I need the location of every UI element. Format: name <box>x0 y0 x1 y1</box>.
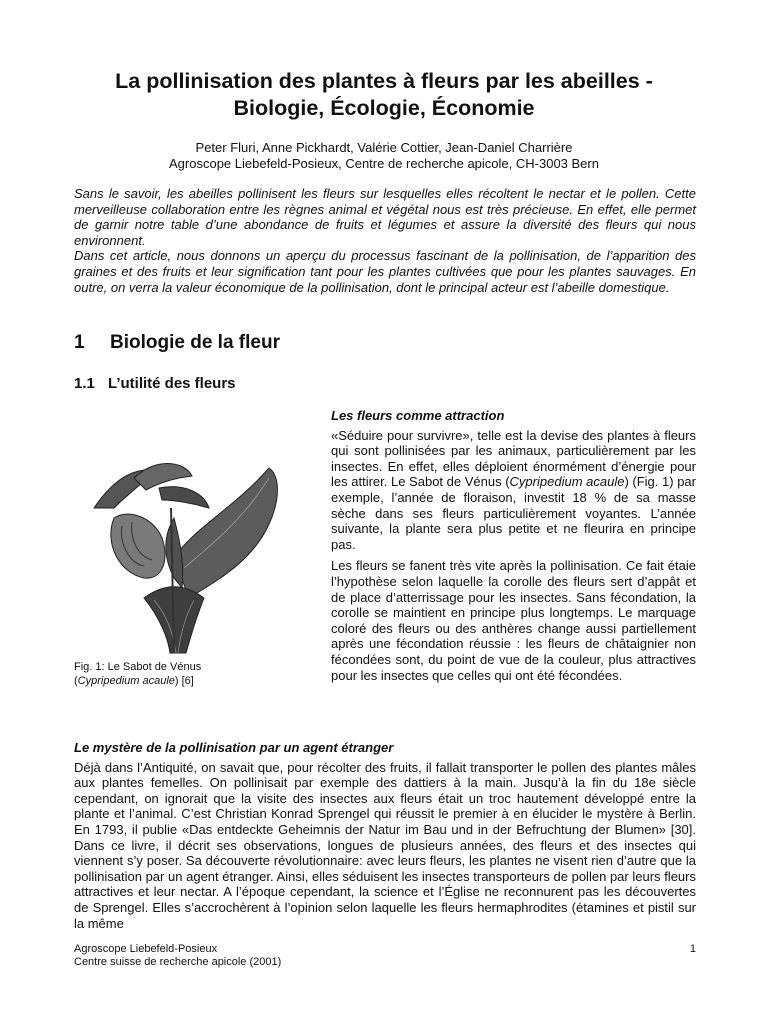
right-column <box>331 408 696 689</box>
document-title <box>60 68 708 122</box>
subsection-number: 1.1 <box>74 375 95 392</box>
footer-line-2: Centre suisse de recherche apicole (2001) <box>74 956 282 968</box>
block2 <box>74 740 696 931</box>
section-title: Biologie de la fleur <box>110 332 280 353</box>
subsection-title: L’utilité des fleurs <box>108 375 236 392</box>
block1-p1-species: Cypripedium acaule <box>509 474 625 490</box>
abstract <box>74 186 696 295</box>
figure-caption <box>74 660 304 688</box>
author-block <box>60 140 708 172</box>
title-line-2: Biologie, Écologie, Économie <box>233 96 535 120</box>
subsection-heading-1-1 <box>74 375 236 392</box>
caption-paren-open: ( <box>74 675 78 687</box>
authors: Peter Fluri, Anne Pickhardt, Valérie Cottier, Jean-Daniel Charrière <box>195 140 573 155</box>
caption-rest: ) [6] <box>174 675 194 687</box>
affiliation: Agroscope Liebefeld-Posieux, Centre de recherche apicole, CH-3003 Bern <box>169 156 599 171</box>
caption-line-2 <box>74 674 304 688</box>
block1-p1-b: ) (Fig. 1) par exemple, l’année de floraison, investit 18 % de sa masse sèche dans ses fleurs particulièrement voyantes. L’année suivante, la plante sera plus petite et ne fleurira en principe pas. <box>331 474 696 552</box>
block2-heading: Le mystère de la pollinisation par un agent étranger <box>74 740 394 755</box>
page-footer <box>74 943 696 969</box>
lady-slipper-illustration <box>74 448 304 658</box>
block1-p1-a: «Séduire pour survivre», telle est la devise des plantes à fleurs qui sont pollinisées par les animaux, particulièrement par les insectes. En effet, elles déploient énormément d’énergie pour les attirer. Le Sabot de Vénus ( <box>331 427 696 490</box>
section-number: 1 <box>74 332 85 353</box>
caption-line-1: Fig. 1: Le Sabot de Vénus <box>74 661 202 673</box>
footer-line-1: Agroscope Liebefeld-Posieux <box>74 943 218 955</box>
page-number: 1 <box>689 943 696 955</box>
block1-paragraph-1 <box>331 428 696 553</box>
section-heading-1 <box>74 332 280 354</box>
title-line-1: La pollinisation des plantes à fleurs par les abeilles - <box>115 69 653 93</box>
block2-body: Déjà dans l’Antiquité, on savait que, pour récolter des fruits, il fallait transporter le pollen des plantes mâles aux plantes femelles. On pollinisait par exemple des dattiers à la main. Jusqu’à la fin du 18e siècle cependant, on ignorait que la visite des insectes aux fleurs était un troc hautement développé entre la plante et l’animal. C’est Christian Konrad Sprengel qui réussit le premier à en élucider le mystère à Berlin. En 1793, il publie «Das entdeckte Geheimnis der Natur im Bau und in der Befruchtung der Blumen» [30]. Dans ce livre, il décrit ses observations, longues de plusieurs années, des fleurs et des insectes qui viennent s’y poser. Sa découverte révolutionnaire: avec leurs fleurs, les plantes ne visent rien d’autre que la pollinisation par un agent étranger. Ainsi, elles séduisent les insectes transporteurs de pollen par leurs fleurs attractives et leur nectar. A l’époque cependant, la science et l’Église ne reconnurent pas les découvertes de Sprengel. Elles s’accrochèrent à l’opinion selon laquelle les fleurs hermaphrodites (étamines et pistil sur la même <box>74 759 696 931</box>
abstract-paragraph-1: Sans le savoir, les abeilles pollinisent les fleurs sur lesquelles elles récoltent le nectar et le pollen. Cette merveilleuse collaboration entre les règnes animal et végétal nous est très précieuse. En effet, elle permet de garnir notre table d’une abondance de fruits et légumes et assure la diversité des fleurs qui nous environnent. <box>74 186 696 248</box>
block1-heading: Les fleurs comme attraction <box>331 408 505 423</box>
caption-species: Cypripedium acaule <box>77 675 175 687</box>
abstract-paragraph-2: Dans cet article, nous donnons un aperçu du processus fascinant de la pollinisation, de l’apparition des graines et des fruits et leur signification tant pour les plantes cultivées que pour les plantes sauvages. En outre, on verra la valeur économique de la pollinisation, dont le principal acteur est l’abeille domestique. <box>74 248 696 295</box>
block1-paragraph-2: Les fleurs se fanent très vite après la pollinisation. Ce fait étaie l’hypothèse selon laquelle la corolle des fleurs sert d’appât et de place d’atterrissage pour les insectes. Sans fécondation, la corolle se maintient en principe plus longtemps. Le marquage coloré des fleurs ou des anthères change aussi partiellement après une fécondation réussie : les fleurs de châtaignier non fécondées sont, du point de vue de la couleur, plus attractives pour les insectes que celles qui ont été fécondées. <box>331 558 696 683</box>
